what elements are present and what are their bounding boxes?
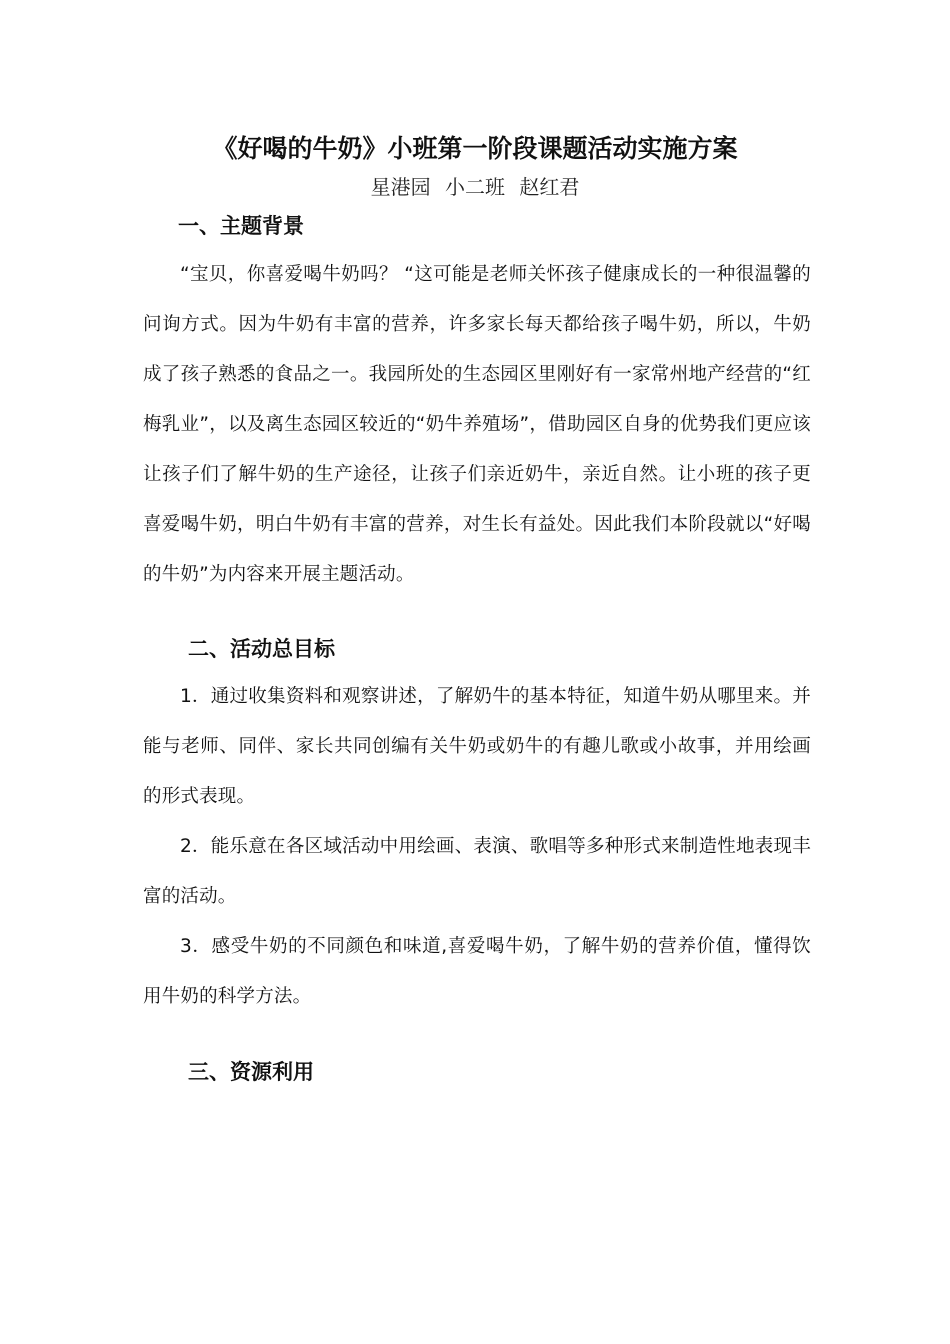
section-heading-resources: 三、资源利用: [188, 1060, 314, 1084]
section-heading-background: 一、主题背景: [178, 214, 304, 238]
goal-item-1: 1．通过收集资料和观察讲述，了解奶牛的基本特征，知道牛奶从哪里来。并能与老师、同伴、家长共同创编有关牛奶或奶牛的有趣儿歌或小故事，并用绘画的形式表现。: [143, 686, 811, 807]
goal-item-2: 2．能乐意在各区域活动中用绘画、表演、歌唱等多种形式来制造性地表现丰富的活动。: [143, 836, 811, 907]
background-paragraph: “宝贝，你喜爱喝牛奶吗？ “这可能是老师关怀孩子健康成长的一种很温馨的问询方式。因为牛奶有丰富的营养，许多家长每天都给孩子喝牛奶，所以，牛奶成了孩子熟悉的食品之一。我园所处的生态园区里刚好有一家常州地产经营的“红梅乳业”，以及离生态园区较近的“奶牛养殖场”，借助园区自身的优势我们更应该让孩子们了解牛奶的生产途径，让孩子们亲近奶牛，亲近自然。让小班的孩子更喜爱喝牛奶，明白牛奶有丰富的营养，对生长有益处。因此我们本阶段就以“好喝的牛奶”为内容来开展主题活动。: [143, 264, 811, 585]
document-subtitle: 星港园 小二班 赵红君: [370, 175, 580, 199]
document-title: 《好喝的牛奶》小班第一阶段课题活动实施方案: [212, 134, 738, 163]
section-heading-goals: 二、活动总目标: [188, 637, 335, 661]
goal-item-3: 3．感受牛奶的不同颜色和味道,喜爱喝牛奶，了解牛奶的营养价值，懂得饮用牛奶的科学方法。: [143, 936, 811, 1007]
